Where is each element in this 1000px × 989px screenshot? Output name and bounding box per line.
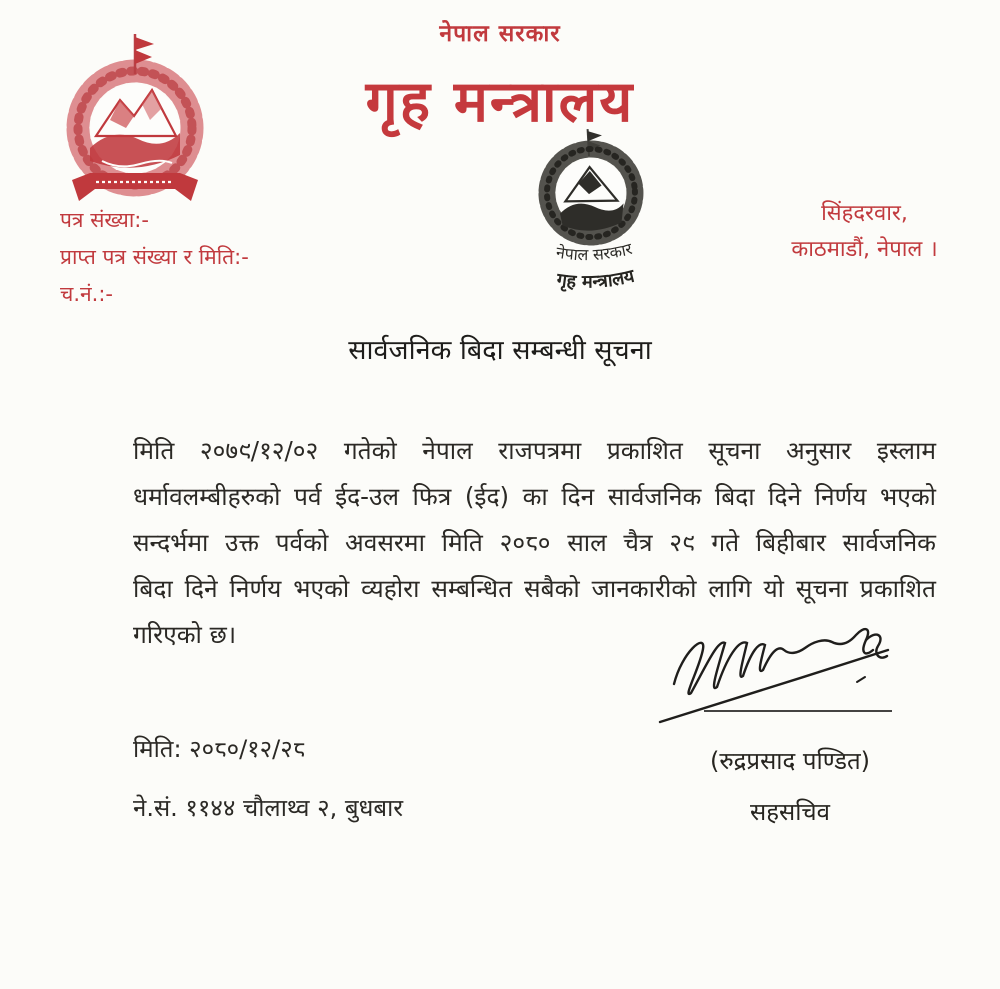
body-line: धर्मावलम्बीहरुको पर्व ईद-उल फित्र (ईद) का दिन सार्वजनिक बिदा दिने निर्णय भएको [133,482,936,511]
date-nepal-sambat: ने.सं. ११४४ चौलाथ्व २, बुधबार [133,794,404,822]
svg-text:गृह मन्त्रालय [553,265,638,295]
address-line-1: सिंहदरवार, [821,201,908,226]
address-line-2: काठमाडौं, नेपाल । [791,237,938,262]
body-line: मिति २०७९/१२/०२ गतेको नेपाल राजपत्रमा प्रकाशित सूचना अनुसार इस्लाम [133,436,936,465]
body-line: बिदा दिने निर्णय भएको व्यहोरा सम्बन्धित सबैको जानकारीको लागि यो सूचना प्रकाशित [133,574,936,603]
ministry-seal-stamp [512,122,673,304]
signatory-designation: सहसचिव [750,798,830,826]
reference-block [60,202,249,313]
government-name: नेपाल सरकार [439,21,561,47]
signatory-name: (रुद्रप्रसाद पण्डित) [709,747,871,775]
stamp-text-government: नेपाल सरकार [554,238,635,265]
body-line: गरिएको छ। [133,620,237,649]
body-line: सन्दर्भमा उक्त पर्वको अवसरमा मिति २०८० साल चैत्र २९ गते बिहीबार सार्वजनिक [133,528,936,557]
ministry-name: गृह मन्त्रालय [365,69,635,135]
letter-number-label: पत्र संख्या:- [60,208,149,232]
date-bikram-sambat: मिति: २०८०/१२/२८ [133,735,306,763]
received-letter-label: प्राप्त पत्र संख्या र मिति:- [60,245,249,269]
stamp-text-ministry: गृह मन्त्रालय [555,265,637,293]
handwritten-signature [652,612,920,750]
nepal-coat-of-arms-icon [50,30,220,208]
notice-title: सार्वजनिक बिदा सम्बन्धी सूचना [348,335,652,366]
date-block [133,732,403,850]
office-address [757,196,972,268]
chalani-number-label: च.नं.:- [60,282,113,306]
